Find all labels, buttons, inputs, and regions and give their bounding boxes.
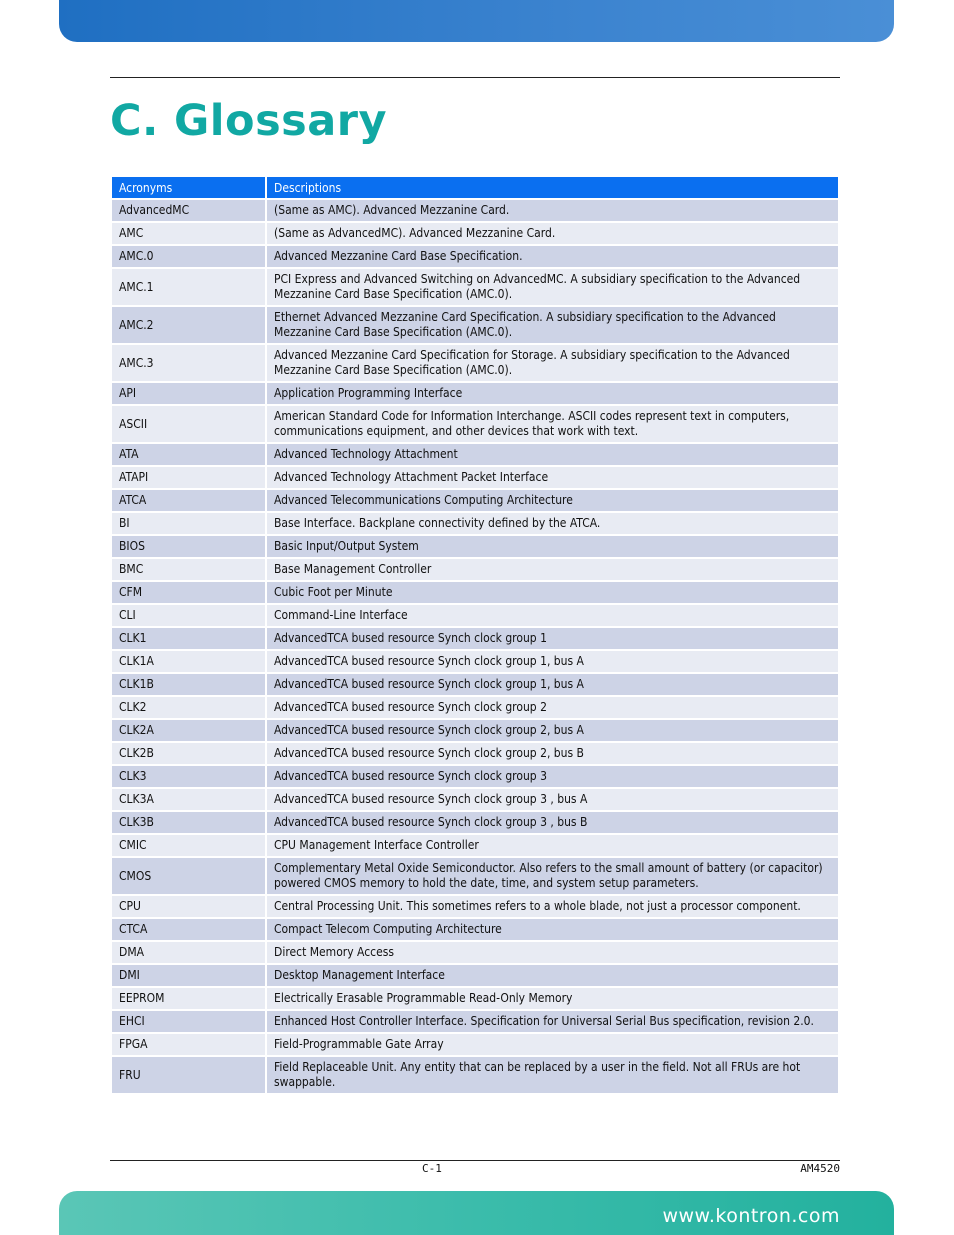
acronym-cell: FRU (112, 1057, 265, 1095)
description-cell: AdvancedTCA bused resource Synch clock group 3 , bus A (265, 789, 838, 812)
description-cell: Advanced Telecommunications Computing Architecture (265, 490, 838, 513)
acronym-cell: API (112, 383, 265, 406)
description-cell: AdvancedTCA bused resource Synch clock group 1 (265, 628, 838, 651)
acronym-cell: BI (112, 513, 265, 536)
table-row (112, 858, 838, 896)
acronym-cell: CPU (112, 896, 265, 919)
description-cell: Base Interface. Backplane connectivity defined by the ATCA. (265, 513, 838, 536)
table-row (112, 720, 838, 743)
website-link[interactable]: www.kontron.com (662, 1205, 840, 1227)
chapter-number: C. (110, 96, 159, 146)
description-cell: PCI Express and Advanced Switching on AdvancedMC. A subsidiary specification to the Advanced Mezzanine Card Base Specification (AMC.0). (265, 269, 838, 307)
table-row (112, 896, 838, 919)
footer-rule (110, 1160, 840, 1161)
description-cell: Complementary Metal Oxide Semiconductor. Also refers to the small amount of battery (or capacitor) powered CMOS memory to hold the date, time, and system setup parameters. (265, 858, 838, 896)
acronym-cell: FPGA (112, 1034, 265, 1057)
acronym-cell: ATAPI (112, 467, 265, 490)
description-cell: Compact Telecom Computing Architecture (265, 919, 838, 942)
description-cell: Advanced Technology Attachment Packet Interface (265, 467, 838, 490)
acronym-cell: BIOS (112, 536, 265, 559)
description-cell: Central Processing Unit. This sometimes refers to a whole blade, not just a processor component. (265, 896, 838, 919)
top-banner (59, 0, 894, 42)
description-cell: AdvancedTCA bused resource Synch clock group 2, bus A (265, 720, 838, 743)
table-row (112, 582, 838, 605)
table-row (112, 919, 838, 942)
chapter-title: Glossary (174, 96, 388, 146)
acronym-cell: EHCI (112, 1011, 265, 1034)
description-cell: American Standard Code for Information Interchange. ASCII codes represent text in computers, communications equipment, and other devices that work with text. (265, 406, 838, 444)
table-header-row (112, 177, 838, 200)
description-cell: Application Programming Interface (265, 383, 838, 406)
acronym-cell: CLK1A (112, 651, 265, 674)
table-row (112, 674, 838, 697)
acronym-cell: CMOS (112, 858, 265, 896)
table-row (112, 467, 838, 490)
table-row (112, 406, 838, 444)
table-row (112, 789, 838, 812)
acronym-cell: CLK2A (112, 720, 265, 743)
description-cell: Advanced Mezzanine Card Specification for Storage. A subsidiary specification to the Advanced Mezzanine Card Base Specification (AMC.0). (265, 345, 838, 383)
description-cell: Electrically Erasable Programmable Read-Only Memory (265, 988, 838, 1011)
table-row (112, 697, 838, 720)
acronym-cell: CLK3 (112, 766, 265, 789)
table-row (112, 1057, 838, 1095)
acronym-cell: AMC.0 (112, 246, 265, 269)
acronym-cell: CLK1B (112, 674, 265, 697)
description-cell: Enhanced Host Controller Interface. Specification for Universal Serial Bus specification, revision 2.0. (265, 1011, 838, 1034)
acronym-cell: CLK1 (112, 628, 265, 651)
acronym-cell: CFM (112, 582, 265, 605)
acronym-cell: BMC (112, 559, 265, 582)
description-cell: Cubic Foot per Minute (265, 582, 838, 605)
table-row (112, 1034, 838, 1057)
description-cell: Desktop Management Interface (265, 965, 838, 988)
table-row (112, 559, 838, 582)
description-cell: Field-Programmable Gate Array (265, 1034, 838, 1057)
acronym-cell: EEPROM (112, 988, 265, 1011)
description-cell: Base Management Controller (265, 559, 838, 582)
description-cell: Basic Input/Output System (265, 536, 838, 559)
description-cell: AdvancedTCA bused resource Synch clock group 2 (265, 697, 838, 720)
acronym-cell: AMC.3 (112, 345, 265, 383)
table-row (112, 490, 838, 513)
acronym-cell: AMC (112, 223, 265, 246)
description-cell: AdvancedTCA bused resource Synch clock group 3 , bus B (265, 812, 838, 835)
table-row (112, 812, 838, 835)
description-cell: Ethernet Advanced Mezzanine Card Specification. A subsidiary specification to the Advanced Mezzanine Card Base Specification (AMC.0). (265, 307, 838, 345)
acronym-cell: CLI (112, 605, 265, 628)
acronym-cell: CLK2B (112, 743, 265, 766)
description-cell: AdvancedTCA bused resource Synch clock group 3 (265, 766, 838, 789)
column-header-acronyms: Acronyms (112, 177, 265, 200)
acronym-cell: CLK3A (112, 789, 265, 812)
table-row (112, 383, 838, 406)
table-row (112, 965, 838, 988)
column-header-descriptions: Descriptions (265, 177, 838, 200)
table-row (112, 223, 838, 246)
table-row (112, 835, 838, 858)
acronym-cell: ASCII (112, 406, 265, 444)
description-cell: AdvancedTCA bused resource Synch clock group 2, bus B (265, 743, 838, 766)
acronym-cell: DMA (112, 942, 265, 965)
description-cell: AdvancedTCA bused resource Synch clock group 1, bus A (265, 674, 838, 697)
table-row (112, 307, 838, 345)
table-row (112, 200, 838, 223)
table-row (112, 942, 838, 965)
table-row (112, 513, 838, 536)
description-cell: (Same as AdvancedMC). Advanced Mezzanine Card. (265, 223, 838, 246)
acronym-cell: AMC.2 (112, 307, 265, 345)
table-row (112, 766, 838, 789)
description-cell: Command-Line Interface (265, 605, 838, 628)
table-row (112, 536, 838, 559)
glossary-body (112, 200, 838, 1095)
page-number: C-1 (422, 1162, 442, 1175)
description-cell: Advanced Technology Attachment (265, 444, 838, 467)
description-cell: Direct Memory Access (265, 942, 838, 965)
table-row (112, 605, 838, 628)
acronym-cell: CLK3B (112, 812, 265, 835)
document-id: AM4520 (800, 1162, 840, 1175)
description-cell: Field Replaceable Unit. Any entity that can be replaced by a user in the field. Not all FRUs are hot swappable. (265, 1057, 838, 1095)
acronym-cell: CLK2 (112, 697, 265, 720)
acronym-cell: ATA (112, 444, 265, 467)
page-title (110, 96, 387, 146)
acronym-cell: AMC.1 (112, 269, 265, 307)
description-cell: (Same as AMC). Advanced Mezzanine Card. (265, 200, 838, 223)
table-row (112, 651, 838, 674)
table-row (112, 1011, 838, 1034)
table-row (112, 246, 838, 269)
table-row (112, 269, 838, 307)
glossary-table (112, 177, 838, 1095)
table-row (112, 743, 838, 766)
acronym-cell: CTCA (112, 919, 265, 942)
table-row (112, 444, 838, 467)
table-row (112, 988, 838, 1011)
table-row (112, 345, 838, 383)
acronym-cell: CMIC (112, 835, 265, 858)
description-cell: CPU Management Interface Controller (265, 835, 838, 858)
description-cell: AdvancedTCA bused resource Synch clock group 1, bus A (265, 651, 838, 674)
acronym-cell: ATCA (112, 490, 265, 513)
header-rule (110, 77, 840, 78)
description-cell: Advanced Mezzanine Card Base Specification. (265, 246, 838, 269)
acronym-cell: DMI (112, 965, 265, 988)
acronym-cell: AdvancedMC (112, 200, 265, 223)
table-row (112, 628, 838, 651)
